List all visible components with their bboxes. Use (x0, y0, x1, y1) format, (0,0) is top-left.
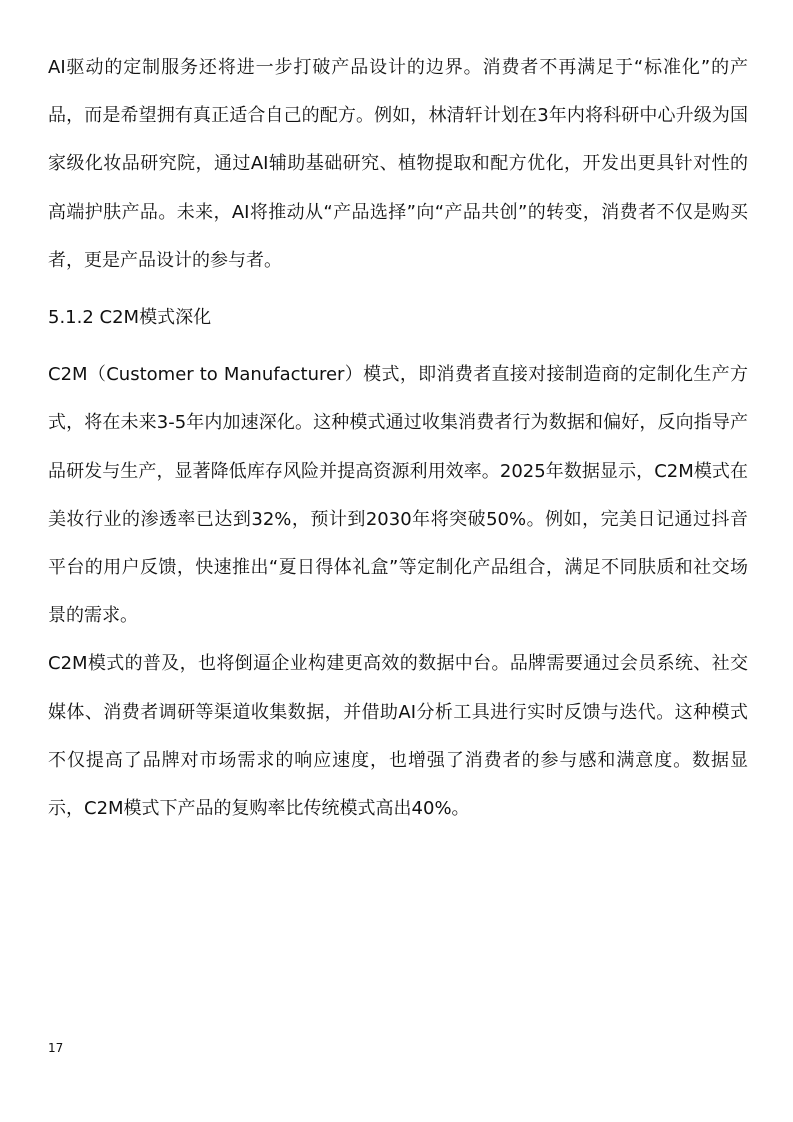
page-content (48, 44, 748, 833)
section-heading: 5.1.2 C2M模式深化 (48, 307, 212, 329)
paragraph-spacer (48, 342, 748, 351)
paragraph-c2m-data-platform: C2M模式的普及，也将倒逼企业构建更高效的数据中台。品牌需要通过会员系统、社交媒体、消费者调研等渠道收集数据，并借助AI分析工具进行实时反馈与迭代。这种模式不仅提高了品牌对市场需求的响应速度，也增强了消费者的参与感和满意度。数据显示，C2M模式下产品的复购率比传统模式高出40%。 (48, 653, 748, 820)
paragraph-spacer (48, 285, 748, 294)
page-number: 17 (48, 1041, 64, 1055)
paragraph-c2m-model: C2M（Customer to Manufacturer）模式，即消费者直接对接制造商的定制化生产方式，将在未来3-5年内加速深化。这种模式通过收集消费者行为数据和偏好，反向指导产品研发与生产，显著降低库存风险并提高资源利用效率。2025年数据显示，C2M模式在美妆行业的渗透率已达到32%，预计到2030年将突破50%。例如，完美日记通过抖音平台的用户反馈，快速推出“夏日得体礼盒”等定制化产品组合，满足不同肤质和社交场景的需求。 (48, 364, 748, 627)
paragraph-ai-custom-service: AI驱动的定制服务还将进一步打破产品设计的边界。消费者不再满足于“标准化”的产品，而是希望拥有真正适合自己的配方。例如，林清轩计划在3年内将科研中心升级为国家级化妆品研究院，通过AI辅助基础研究、植物提取和配方优化，开发出更具针对性的高端护肤产品。未来，AI将推动从“产品选择”向“产品共创”的转变，消费者不仅是购买者，更是产品设计的参与者。 (48, 57, 748, 271)
